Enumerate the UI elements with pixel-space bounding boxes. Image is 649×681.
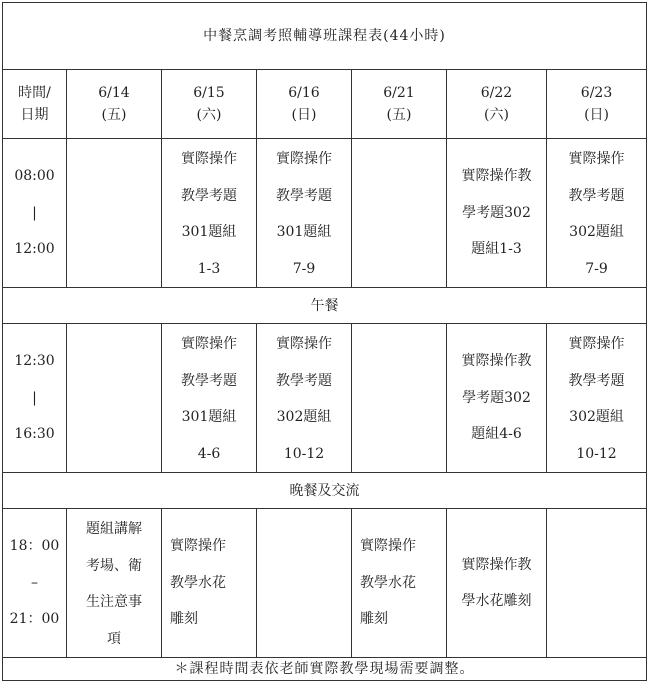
time-cell: 08:00 | 12:00 [3, 139, 67, 288]
class-cell: 實際操作教 學考題302 題組1-3 [447, 139, 547, 288]
slot-row-evening [3, 509, 647, 658]
header-row [3, 70, 647, 139]
schedule-note: ＊課程時間表依老師實際教學現場需要調整。 [3, 658, 647, 681]
class-cell: 實際操作 教學水花 雕刻 [162, 509, 257, 658]
date-header: 6/15 (六) [162, 70, 257, 139]
date-header: 6/21 (五) [352, 70, 447, 139]
class-cell: 實際操作 教學考題 301題組 1-3 [162, 139, 257, 288]
empty-cell [67, 139, 162, 288]
date-header: 6/14 (五) [67, 70, 162, 139]
class-cell: 實際操作教 學考題302 題組4-6 [447, 324, 547, 473]
class-cell: 實際操作教 學水花雕刻 [447, 509, 547, 658]
lunch-break: 午餐 [3, 288, 647, 324]
table-title: 中餐烹調考照輔導班課程表(44小時) [3, 3, 647, 70]
empty-cell [67, 324, 162, 473]
class-cell: 實際操作 教學考題 302題組 10-12 [547, 324, 647, 473]
slot-row-afternoon [3, 324, 647, 473]
time-cell: 12:30 | 16:30 [3, 324, 67, 473]
date-header: 6/22 (六) [447, 70, 547, 139]
class-cell: 實際操作 教學水花 雕刻 [352, 509, 447, 658]
slot-row-morning [3, 139, 647, 288]
class-cell: 實際操作 教學考題 302題組 10-12 [257, 324, 352, 473]
class-cell: 題組講解 考場、衛 生注意事 項 [67, 509, 162, 658]
empty-cell [547, 509, 647, 658]
schedule-table [2, 2, 647, 681]
empty-cell [352, 324, 447, 473]
corner-cell: 時間/ 日期 [3, 70, 67, 139]
date-header: 6/23 (日) [547, 70, 647, 139]
class-cell: 實際操作 教學考題 301題組 7-9 [257, 139, 352, 288]
class-cell: 實際操作 教學考題 302題組 7-9 [547, 139, 647, 288]
date-header: 6/16 (日) [257, 70, 352, 139]
empty-cell [352, 139, 447, 288]
dinner-break: 晚餐及交流 [3, 473, 647, 509]
empty-cell [257, 509, 352, 658]
class-cell: 實際操作 教學考題 301題組 4-6 [162, 324, 257, 473]
time-cell: 18：00 – 21：00 [3, 509, 67, 658]
